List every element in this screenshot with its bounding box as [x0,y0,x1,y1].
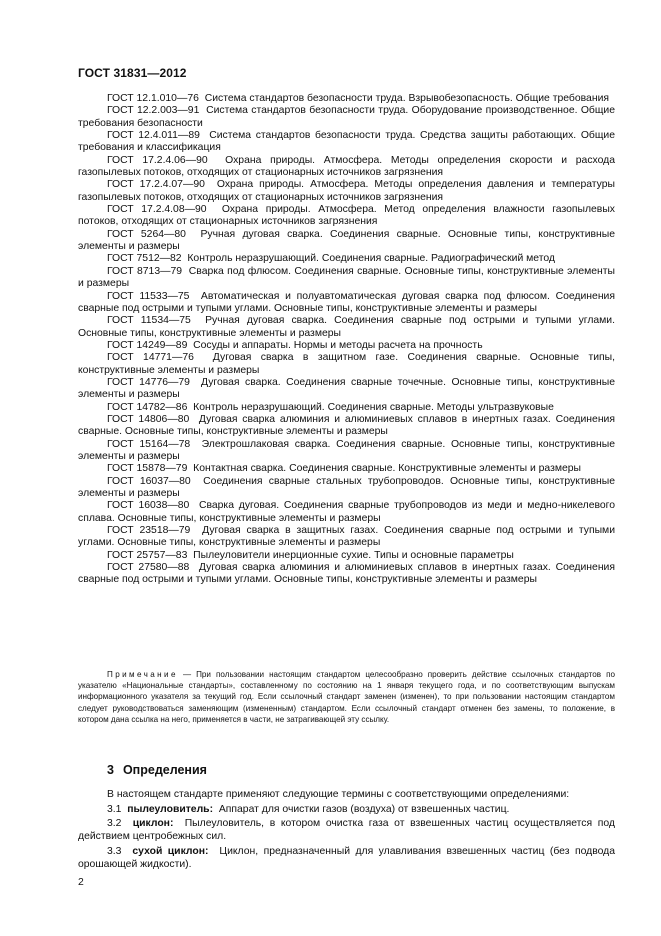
reference-code: ГОСТ 23518—79 [107,525,191,537]
reference-item [78,414,615,439]
reference-title: Контактная сварка. Соединения сварные. Конструктивные элементы и размеры [193,463,582,475]
reference-code: ГОСТ 14771—76 [107,352,194,364]
section-title: Определения [122,763,207,777]
reference-item [78,229,615,254]
reference-code: ГОСТ 25757—83 [107,549,188,561]
references-note [78,669,615,725]
reference-item [78,93,615,105]
section-number: 3 [107,763,114,777]
reference-item [78,463,615,475]
reference-item [78,439,615,464]
reference-title: Контроль неразрушающий. Соединения сварные. Радиографический метод [187,253,555,265]
reference-item [78,204,615,229]
definitions-intro: В настоящем стандарте применяют следующие термины с соответствующими определениями: [107,789,570,800]
normative-references-list [78,93,615,587]
reference-title: Дуговая сварка в защитных газах. Соединения сварные под острыми и тупыми углами. Основные типы, конструктивные элементы и размеры [78,525,615,549]
reference-title: Сосуды и аппараты. Нормы и методы расчета на прочность [193,339,483,351]
note-label: Примечание [107,670,178,679]
definitions-list [78,788,615,873]
reference-title: Ручная дуговая сварка. Соединения сварные. Основные типы, конструктивные элементы и размеры [78,228,615,253]
reference-item [78,476,615,501]
reference-title: Система стандартов безопасности труда. Средства защиты работающих. Общие требования и классификация [78,130,615,154]
reference-code: ГОСТ 15164—78 [107,438,191,450]
definition-item [78,845,615,871]
section-heading [107,763,207,777]
reference-title: Охрана природы. Атмосфера. Методы определения скорости и расхода газопылевых потоков, отходящих от стационарных источников загрязнения [78,154,615,179]
reference-item [78,105,615,130]
reference-code: ГОСТ 17.2.4.08—90 [107,204,207,216]
reference-code: ГОСТ 12.4.011—89 [107,130,200,142]
reference-title: Пылеуловители инерционные сухие. Типы и основные параметры [193,549,514,561]
reference-item [78,179,615,204]
reference-code: ГОСТ 14782—86 [107,401,188,413]
reference-code: ГОСТ 17.2.4.07—90 [107,179,205,191]
reference-title: Система стандартов безопасности труда. Взрывобезопасность. Общие требования [204,93,609,104]
reference-item [78,130,615,155]
reference-code: ГОСТ 7512—82 [107,253,182,265]
definition-item [78,817,615,843]
reference-item [78,155,615,180]
reference-title: Охрана природы. Атмосфера. Методы определения давления и температуры газопылевых потоков, отходящих от стационарных источников загрязнения [78,179,615,203]
reference-item [78,562,615,587]
reference-code: ГОСТ 27580—88 [107,562,190,574]
definition-text: Аппарат для очистки газов (воздуха) от взвешенных частиц. [218,803,510,815]
reference-code: ГОСТ 17.2.4.06—90 [107,154,208,166]
reference-title: Ручная дуговая сварка. Соединения сварные под острыми и тупыми углами. Основные типы, конструктивные элементы и размеры [78,315,616,339]
reference-title: Дуговая сварка алюминия и алюминиевых сплавов в инертных газах. Соединения сварные. Основные типы, конструктивные элементы и размеры [78,413,615,438]
reference-title: Соединения сварные стальных трубопроводов. Основные типы, конструктивные элементы и размеры [78,475,615,499]
reference-title: Дуговая сварка алюминия и алюминиевых сплавов в инертных газах. Соединения сварные под острыми и тупыми углами. Основные типы, конструктивные элементы и размеры [78,562,615,586]
reference-code: ГОСТ 16037—80 [107,475,191,487]
reference-item [78,500,615,525]
reference-code: ГОСТ 14806—80 [107,413,190,425]
reference-title: Электрошлаковая сварка. Соединения сварные. Основные типы, конструктивные элементы и размеры [78,438,615,462]
document-header: ГОСТ 31831—2012 [78,66,187,80]
page-number: 2 [78,877,84,888]
definition-text: Пылеуловитель, в котором очистка газа от взвешенных частиц осуществляется под действием центробежных сил. [78,818,615,843]
definition-number: 3.3 [107,846,122,858]
reference-code: ГОСТ 11533—75 [107,290,190,302]
reference-code: ГОСТ 16038—80 [107,500,190,512]
reference-code: ГОСТ 14249—89 [107,339,188,351]
reference-code: ГОСТ 15878—79 [107,463,188,475]
reference-item [78,340,615,352]
reference-title: Автоматическая и полуавтоматическая дуговая сварка под флюсом. Соединения сварные под острыми и тупыми углами. Основные типы, конструктивные элементы и размеры [78,290,615,314]
reference-title: Охрана природы. Атмосфера. Метод определения влажности газопылевых потоков, отходящих от стационарных источников загрязнения [78,204,615,228]
definition-text: Циклон, предназначенный для улавливания взвешенных частиц (без подвода орошающей жидкости). [78,846,615,871]
reference-item [78,402,615,414]
reference-title: Контроль неразрушающий. Соединения сварные. Методы ультразвуковые [193,401,554,413]
reference-code: ГОСТ 11534—75 [107,315,191,327]
reference-item [78,550,615,562]
reference-code: ГОСТ 14776—79 [107,376,190,388]
reference-item [78,525,615,550]
definition-term: циклон: [132,818,174,830]
reference-item [78,266,615,291]
definition-term: сухой циклон: [132,846,209,858]
reference-code: ГОСТ 5264—80 [107,228,186,240]
reference-item [78,352,615,377]
reference-code: ГОСТ 12.2.003—91 [107,105,200,117]
note-text: — При пользовании настоящим стандартом целесообразно проверить действие ссылочных стандартов по указателю «Национальные стандарты», составленному по состоянию на 1 января текущего года, и по соответствующим выпускам информационного указателя за текущий год. Если ссылочный стандарт заменен (изменен), то при пользовании настоящим стандартом следует руководствоваться заменяющим (измененным) стандартом. Если ссылочный стандарт отменен без замены, то положение, в котором дана ссылка на него, применяется в части, не затрагивающей эту ссылку. [78,670,615,724]
reference-title: Дуговая сварка. Соединения сварные точечные. Основные типы, конструктивные элементы и размеры [78,376,615,401]
reference-item [78,291,615,316]
reference-code: ГОСТ 8713—79 [107,265,183,277]
definition-number: 3.1 [107,803,122,815]
reference-item [78,377,615,402]
definition-item [78,803,615,816]
reference-code: ГОСТ 12.1.010—76 [107,93,199,104]
reference-title: Сварка дуговая. Соединения сварные трубопроводов из меди и медно-никелевого сплава. Основные типы, конструктивные элементы и размеры [78,500,615,524]
definition-number: 3.2 [107,818,122,830]
reference-item [78,315,615,340]
reference-title: Сварка под флюсом. Соединения сварные. Основные типы, конструктивные элементы и размеры [78,265,615,290]
reference-title: Система стандартов безопасности труда. Оборудование производственное. Общие требования безопасности [78,105,615,129]
reference-title: Дуговая сварка в защитном газе. Соединения сварные. Основные типы, конструктивные элементы и размеры [78,352,616,376]
definition-term: пылеуловитель: [127,803,214,815]
reference-item [78,253,615,265]
